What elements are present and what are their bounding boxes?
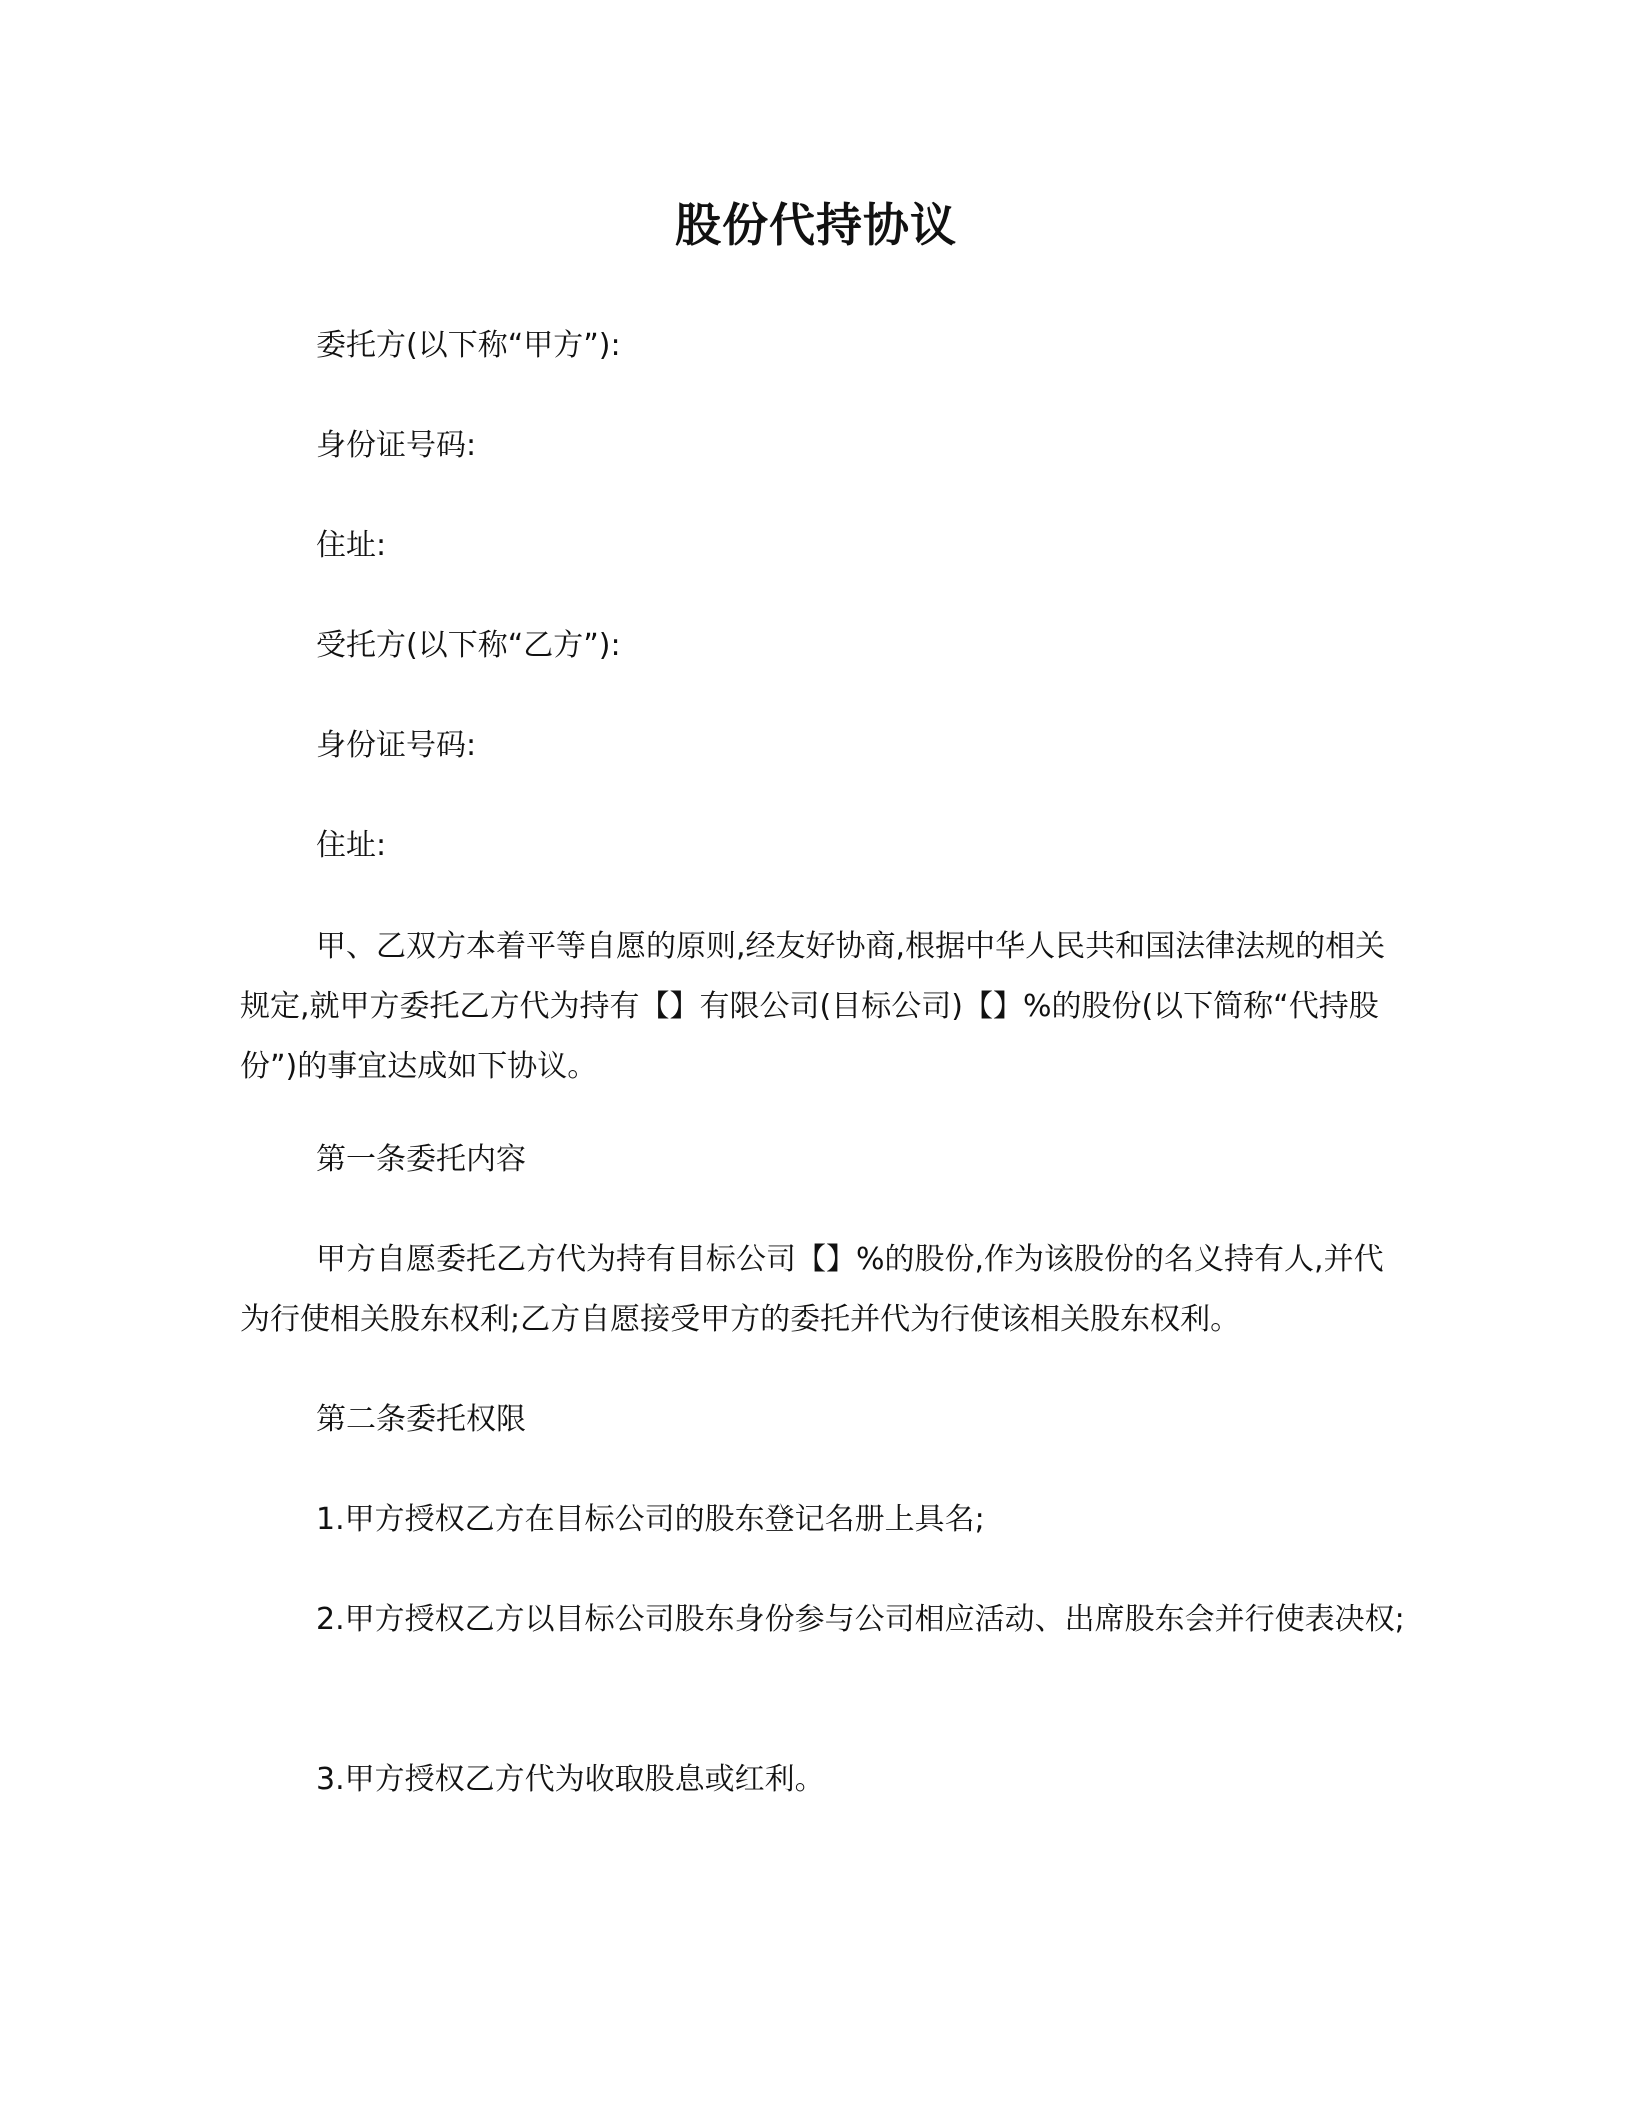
article-1-heading: 第一条委托内容 <box>316 1142 526 1177</box>
document-title: 股份代持协议 <box>675 198 957 252</box>
article-2-heading: 第二条委托权限 <box>316 1402 526 1437</box>
party-a-address-label: 住址: <box>316 528 387 563</box>
article-2-item-1: 1.甲方授权乙方在目标公司的股东登记名册上具名; <box>316 1502 985 1537</box>
party-a-label: 委托方(以下称“甲方”): <box>316 328 621 363</box>
party-b-label: 受托方(以下称“乙方”): <box>316 628 621 663</box>
party-b-id-label: 身份证号码: <box>316 728 477 763</box>
party-b-address-label: 住址: <box>316 828 387 863</box>
article-2-item-3: 3.甲方授权乙方代为收取股息或红利。 <box>316 1762 825 1797</box>
party-a-id-label: 身份证号码: <box>316 428 477 463</box>
article-2-item-2: 2.甲方授权乙方以目标公司股东身份参与公司相应活动、出席股东会并行使表决权; <box>316 1602 1405 1637</box>
article-1-text: 甲方自愿委托乙方代为持有目标公司【】%的股份,作为该股份的名义持有人,并代为行使相关股东权利;乙方自愿接受甲方的委托并代为行使该相关股东权利。 <box>240 1242 1384 1337</box>
preamble-paragraph: 甲、乙双方本着平等自愿的原则,经友好协商,根据中华人民共和国法律法规的相关规定,就甲方委托乙方代为持有【】有限公司(目标公司)【】%的股份(以下简称“代持股份”)的事宜达成如下协议。 <box>240 929 1386 1084</box>
